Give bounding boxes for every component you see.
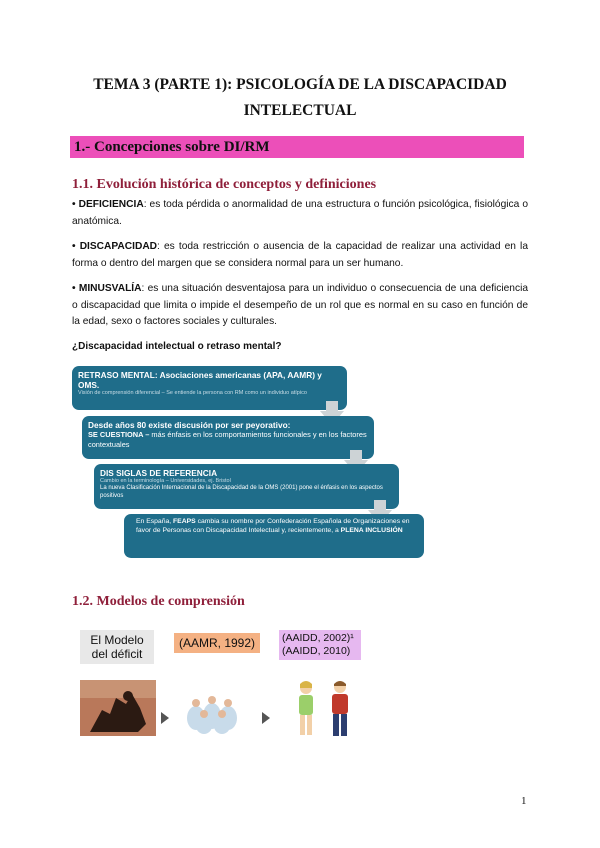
paragraph-minusvalia [72,281,528,331]
model-deficit-line2: del déficit [91,647,143,661]
paragraph-discapacidad [72,239,528,272]
box2-text: más énfasis en los comportamientos funcionales y en los factores contextuales [88,430,367,449]
text-deficiencia: : es toda pérdida o anormalidad de una estructura o función psicológica, fisiológica o anatómica. [72,199,528,227]
box2-body [88,430,368,449]
term-deficiencia: • DEFICIENCIA [72,199,144,210]
question-heading: ¿Discapacidad intelectual o retraso mental? [72,341,282,352]
model-aaidd-line1: (AAIDD, 2002)¹ [282,632,354,644]
box4-body: cambia su nombre por Confederación Española de Organizaciones en favor de Personas con Discapacidad Intelectual y, recientemente, a [136,518,410,534]
page-number: 1 [521,795,527,807]
box2-heading: Desde años 80 existe discusión por ser peyorativo: [88,420,291,430]
professionals-group-photo [184,688,244,734]
diagram-box-1 [72,366,347,410]
model-deficit-line1: El Modelo [90,633,144,647]
model-deficit-box [80,630,154,664]
box3-text: La nueva Clasificación Internacional de la Discapacidad de la OMS (2001) pone el énfasis en los aspectos positivos [100,485,383,499]
model-aaidd-line2: (AAIDD, 2010) [282,645,351,657]
diagram-box-3 [94,464,399,509]
box3-heading: DIS SIGLAS DE REFERENCIA [100,468,218,478]
box2-bold: SE CUESTIONA – [88,430,150,439]
arrow-right-icon-2 [262,712,270,724]
box4-feaps: FEAPS [173,518,196,525]
title-line-1: TEMA 3 (PARTE 1): PSICOLOGÍA DE LA DISCAPACIDAD [93,76,507,93]
box1-heading: RETRASO MENTAL: Asociaciones americanas (APA, AAMR) y OMS. [78,370,322,390]
paragraph-deficiencia [72,197,528,230]
deficit-photo [80,680,156,736]
title-line-2: INTELECTUAL [243,102,357,119]
people-illustration [290,678,360,740]
arrow-right-icon [161,712,169,724]
document-title [60,72,540,124]
diagram-box-2 [82,416,374,459]
evolution-diagram [72,360,427,560]
box4-plena: PLENA INCLUSIÓN [340,526,403,534]
model-aamr-box: (AAMR, 1992) [174,633,260,653]
diagram-box-4 [124,514,424,558]
term-minusvalia: • MINUSVALÍA [72,283,142,294]
box4-text [136,518,418,535]
box4-pre: En España, [136,518,174,525]
subheading-1-2: 1.2. Modelos de comprensión [72,594,245,609]
model-aaidd-box [279,630,361,660]
subheading-1-1: 1.1. Evolución histórica de conceptos y definiciones [72,177,377,192]
text-discapacidad: : es toda restricción o ausencia de la capacidad de realizar una actividad en la forma o dentro del margen que se considera normal para un ser humano. [72,241,528,269]
box1-fine-text: Visión de comprensión diferencial – Se entiende la persona con RM como un individuo atípico [78,390,307,396]
section-heading-1: 1.- Concepciones sobre DI/RM [70,136,524,158]
box3-fine-text: Cambio en la terminología – Universidades, ej. Bristol [100,478,231,484]
text-minusvalia: : es una situación desventajosa para un individuo o consecuencia de una deficiencia o discapacidad que limita o impide el desempeño de un rol que es normal en su caso en función de la edad, sexo o factores sociales y culturales. [72,283,528,327]
term-discapacidad: • DISCAPACIDAD [72,241,158,252]
